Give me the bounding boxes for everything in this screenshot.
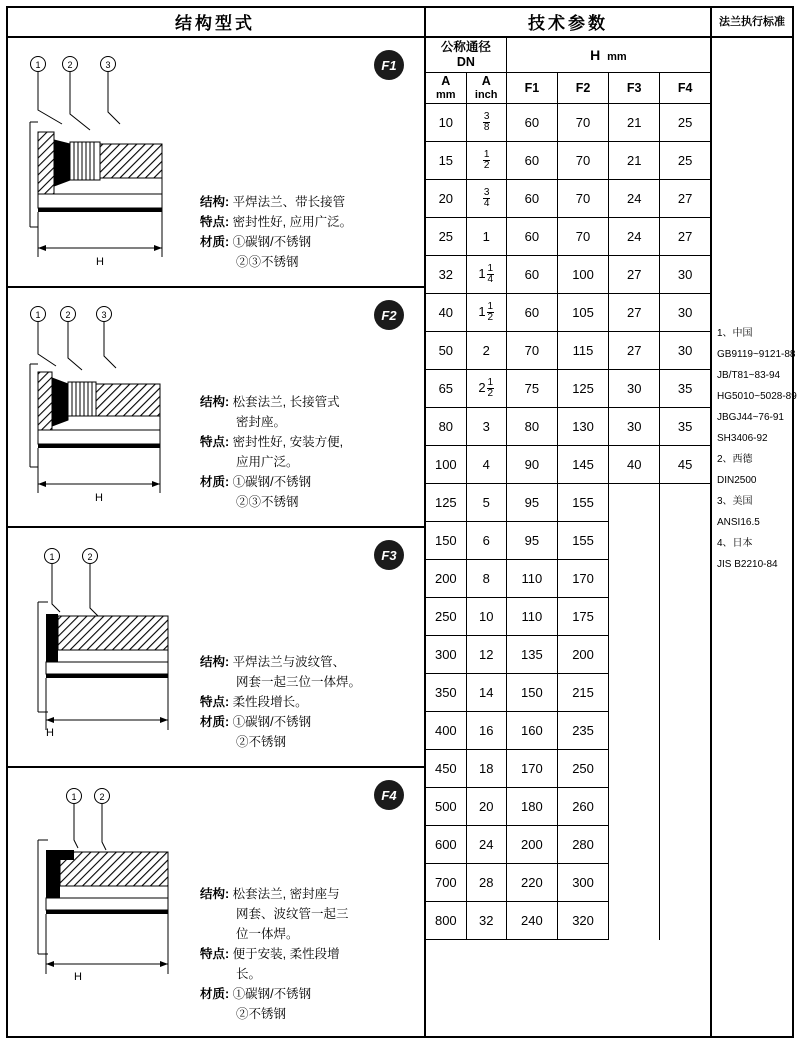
cell-f3 (609, 560, 660, 598)
cell-f3 (609, 522, 660, 560)
table-row (426, 712, 710, 750)
cell-f3 (609, 864, 660, 902)
spec-line: 特点: 密封性好, 安装方便, (200, 435, 344, 449)
svg-text:2: 2 (99, 792, 105, 802)
spec-line: ②③不锈钢 (236, 255, 299, 269)
cell-f4 (660, 864, 710, 902)
cell-f3 (609, 712, 660, 750)
cell-f4 (660, 522, 710, 560)
cell-inch: 8 (466, 560, 506, 598)
spec-line: 结构: 平焊法兰、带长接管 (200, 195, 346, 209)
table-row (426, 484, 710, 522)
cell-f2: 250 (557, 750, 608, 788)
col-header-f4: F4 (660, 73, 710, 104)
cell-f4: 27 (660, 180, 710, 218)
cell-inch: 3 (466, 408, 506, 446)
cell-f1: 110 (506, 560, 557, 598)
cell-f2: 200 (557, 636, 608, 674)
spec-f2 (200, 392, 410, 512)
svg-text:2: 2 (65, 310, 71, 320)
cell-f2: 170 (557, 560, 608, 598)
cell-f3: 40 (609, 446, 660, 484)
cell-f3: 24 (609, 180, 660, 218)
spec-line: 结构: 松套法兰, 密封座与 (200, 887, 340, 901)
svg-text:H: H (95, 492, 103, 504)
cell-f2: 70 (557, 142, 608, 180)
cell-f1: 90 (506, 446, 557, 484)
spec-line: 网套、波纹管一起三 (236, 907, 349, 921)
standard-item: JBGJ44~76-91 (717, 412, 784, 423)
cell-f4 (660, 636, 710, 674)
spec-line: 结构: 平焊法兰与波纹管、 (200, 655, 346, 669)
spec-line: 材质: ①碳钢/不锈钢 (200, 715, 312, 729)
spec-line: 网套一起三位一体焊。 (236, 675, 362, 689)
cell-inch: $\frac{1}{2}$ (466, 142, 506, 180)
table-row (426, 864, 710, 902)
cell-f2: 215 (557, 674, 608, 712)
cell-inch: 18 (466, 750, 506, 788)
svg-text:2: 2 (87, 552, 93, 562)
type-badge-f3: F3 (374, 540, 404, 570)
cell-f1: 60 (506, 218, 557, 256)
svg-text:H: H (46, 727, 54, 739)
cell-dn: 10 (426, 104, 466, 142)
table-row (426, 446, 710, 484)
spec-line: 应用广泛。 (236, 455, 299, 469)
parameters-table (426, 38, 710, 940)
cell-f2: 70 (557, 218, 608, 256)
cell-inch: $\frac{3}{4}$ (466, 180, 506, 218)
cell-inch: 4 (466, 446, 506, 484)
table-row (426, 750, 710, 788)
cell-dn: 80 (426, 408, 466, 446)
svg-text:1: 1 (35, 60, 41, 70)
table-row (426, 636, 710, 674)
cell-f1: 70 (506, 332, 557, 370)
table-row (426, 256, 710, 294)
cell-f1: 110 (506, 598, 557, 636)
svg-text:1: 1 (49, 552, 55, 562)
cell-f1: 240 (506, 902, 557, 940)
cell-f1: 80 (506, 408, 557, 446)
table-row (426, 560, 710, 598)
table-row (426, 332, 710, 370)
cell-dn: 65 (426, 370, 466, 408)
cell-f2: 105 (557, 294, 608, 332)
dn-header: 公称通径 DN (426, 38, 506, 73)
cell-dn: 800 (426, 902, 466, 940)
cell-f3 (609, 826, 660, 864)
svg-text:1: 1 (35, 310, 41, 320)
cell-f1: 60 (506, 294, 557, 332)
cell-f4: 35 (660, 408, 710, 446)
cell-f2: 155 (557, 522, 608, 560)
cell-f4: 45 (660, 446, 710, 484)
spec-line: 特点: 便于安装, 柔性段增 (200, 947, 340, 961)
cell-f3: 27 (609, 294, 660, 332)
cell-f1: 160 (506, 712, 557, 750)
cell-f4 (660, 712, 710, 750)
cell-f4 (660, 902, 710, 940)
spec-line: 位一体焊。 (236, 927, 299, 941)
standard-item: GB9119~9121-88 (717, 349, 796, 360)
cell-f1: 60 (506, 180, 557, 218)
cell-f4: 35 (660, 370, 710, 408)
table-row (426, 674, 710, 712)
table-row (426, 180, 710, 218)
table-row (426, 408, 710, 446)
cell-f1: 150 (506, 674, 557, 712)
cell-dn: 50 (426, 332, 466, 370)
cell-f1: 60 (506, 256, 557, 294)
standard-item: 2、西德 (717, 454, 753, 465)
spec-line: 特点: 密封性好, 应用广泛。 (200, 215, 353, 229)
cell-f3: 24 (609, 218, 660, 256)
spec-line: ②③不锈钢 (236, 495, 299, 509)
cell-f2: 175 (557, 598, 608, 636)
standards-column (712, 38, 797, 1036)
cell-f3 (609, 788, 660, 826)
cell-inch: 6 (466, 522, 506, 560)
cell-f2: 235 (557, 712, 608, 750)
cell-f3 (609, 636, 660, 674)
table-row (426, 902, 710, 940)
header-standard: 法兰执行标准 (712, 6, 792, 38)
cell-inch: 1 (466, 218, 506, 256)
cell-f3 (609, 902, 660, 940)
svg-text:3: 3 (101, 310, 107, 320)
cell-f2: 70 (557, 180, 608, 218)
table-body (426, 104, 710, 940)
cell-dn: 150 (426, 522, 466, 560)
cell-f3: 30 (609, 370, 660, 408)
cell-f1: 180 (506, 788, 557, 826)
spec-line: 密封座。 (236, 415, 287, 429)
col-header-a-mm: A mm (426, 73, 466, 104)
table-head-row-1 (426, 38, 710, 73)
cell-inch: 5 (466, 484, 506, 522)
type-badge-f2: F2 (374, 300, 404, 330)
cell-dn: 450 (426, 750, 466, 788)
standard-item: JB/T81~83-94 (717, 370, 781, 381)
standard-item: JIS B2210-84 (717, 559, 778, 570)
spec-line: 材质: ①碳钢/不锈钢 (200, 987, 312, 1001)
cell-dn: 400 (426, 712, 466, 750)
cell-f2: 155 (557, 484, 608, 522)
table-row (426, 522, 710, 560)
cell-f3 (609, 750, 660, 788)
cell-f1: 75 (506, 370, 557, 408)
structure-cell-f2 (6, 288, 424, 528)
cell-inch: 16 (466, 712, 506, 750)
cell-f2: 280 (557, 826, 608, 864)
structure-column (6, 38, 426, 1038)
spec-line: 特点: 柔性段增长。 (200, 695, 308, 709)
standard-item: ANSI16.5 (717, 517, 760, 528)
spec-line: ②不锈钢 (236, 1007, 287, 1021)
cell-f4 (660, 484, 710, 522)
cell-inch: 32 (466, 902, 506, 940)
cell-f4: 30 (660, 256, 710, 294)
standards-list (717, 323, 797, 575)
spec-f1 (200, 192, 410, 272)
cell-f1: 135 (506, 636, 557, 674)
svg-text:2: 2 (67, 60, 73, 70)
table-row (426, 598, 710, 636)
cell-f3: 21 (609, 142, 660, 180)
drawing-f3 (16, 542, 211, 768)
cell-f1: 95 (506, 484, 557, 522)
cell-dn: 200 (426, 560, 466, 598)
col-header-f3: F3 (609, 73, 660, 104)
cell-f1: 200 (506, 826, 557, 864)
table-row (426, 370, 710, 408)
cell-f3: 21 (609, 104, 660, 142)
cell-f2: 115 (557, 332, 608, 370)
cell-f1: 60 (506, 142, 557, 180)
cell-dn: 350 (426, 674, 466, 712)
cell-f3 (609, 484, 660, 522)
drawing-f2 (16, 302, 211, 528)
cell-f2: 70 (557, 104, 608, 142)
cell-f4 (660, 750, 710, 788)
cell-f3: 27 (609, 256, 660, 294)
standard-item: DIN2500 (717, 475, 757, 486)
spec-line: 材质: ①碳钢/不锈钢 (200, 475, 312, 489)
cell-inch: 1 $\frac{1}{2}$ (466, 294, 506, 332)
cell-f2: 130 (557, 408, 608, 446)
cell-f3: 27 (609, 332, 660, 370)
table-row (426, 104, 710, 142)
structure-cell-f3 (6, 528, 424, 768)
header-parameters: 技术参数 (426, 6, 712, 38)
structure-cell-f4 (6, 768, 424, 1038)
parameters-table-wrap (426, 38, 712, 1038)
cell-inch: 1 $\frac{1}{4}$ (466, 256, 506, 294)
cell-dn: 25 (426, 218, 466, 256)
cell-f1: 220 (506, 864, 557, 902)
cell-f1: 95 (506, 522, 557, 560)
spec-f3 (200, 652, 410, 752)
spec-f4 (200, 884, 410, 1024)
drawing-f1 (16, 52, 211, 282)
cell-f1: 170 (506, 750, 557, 788)
cell-dn: 32 (426, 256, 466, 294)
svg-text:3: 3 (105, 60, 111, 70)
table-head-row-2 (426, 73, 710, 104)
table-row (426, 826, 710, 864)
spec-line: 材质: ①碳钢/不锈钢 (200, 235, 312, 249)
cell-f4: 30 (660, 294, 710, 332)
cell-dn: 700 (426, 864, 466, 902)
cell-f2: 100 (557, 256, 608, 294)
cell-f2: 300 (557, 864, 608, 902)
cell-f4 (660, 674, 710, 712)
cell-f3: 30 (609, 408, 660, 446)
cell-f1: 60 (506, 104, 557, 142)
cell-dn: 500 (426, 788, 466, 826)
table-row (426, 218, 710, 256)
cell-f4: 25 (660, 104, 710, 142)
table-row (426, 788, 710, 826)
drawing-f4 (16, 782, 211, 1012)
svg-text:H: H (96, 256, 104, 268)
table-row (426, 294, 710, 332)
cell-inch: 14 (466, 674, 506, 712)
standard-item: SH3406-92 (717, 433, 768, 444)
cell-f3 (609, 598, 660, 636)
cell-inch: 20 (466, 788, 506, 826)
spec-line: 长。 (236, 967, 262, 981)
cell-inch: 2 $\frac{1}{2}$ (466, 370, 506, 408)
cell-inch: 2 (466, 332, 506, 370)
spec-line: ②不锈钢 (236, 735, 287, 749)
cell-f4 (660, 598, 710, 636)
type-badge-f4: F4 (374, 780, 404, 810)
col-header-a-inch: A inch (466, 73, 506, 104)
cell-f2: 125 (557, 370, 608, 408)
cell-dn: 20 (426, 180, 466, 218)
standard-item: 4、日本 (717, 538, 753, 549)
header-structure: 结构型式 (6, 6, 426, 38)
cell-inch: 12 (466, 636, 506, 674)
standard-item: HG5010~5028-89 (717, 391, 797, 402)
svg-text:H: H (74, 971, 82, 983)
cell-f3 (609, 674, 660, 712)
cell-dn: 125 (426, 484, 466, 522)
cell-inch: 28 (466, 864, 506, 902)
standard-item: 3、美国 (717, 496, 753, 507)
cell-inch: 24 (466, 826, 506, 864)
col-header-f1: F1 (506, 73, 557, 104)
cell-f4 (660, 560, 710, 598)
h-header: H mm (506, 38, 710, 73)
cell-f4: 30 (660, 332, 710, 370)
spec-line: 结构: 松套法兰, 长接管式 (200, 395, 340, 409)
cell-f2: 260 (557, 788, 608, 826)
structure-cell-f1 (6, 38, 424, 288)
cell-f4 (660, 788, 710, 826)
cell-inch: $\frac{3}{8}$ (466, 104, 506, 142)
cell-dn: 40 (426, 294, 466, 332)
cell-dn: 100 (426, 446, 466, 484)
cell-dn: 300 (426, 636, 466, 674)
standard-item: 1、中国 (717, 328, 753, 339)
cell-f2: 145 (557, 446, 608, 484)
cell-f2: 320 (557, 902, 608, 940)
type-badge-f1: F1 (374, 50, 404, 80)
cell-dn: 15 (426, 142, 466, 180)
svg-text:1: 1 (71, 792, 77, 802)
cell-dn: 250 (426, 598, 466, 636)
cell-dn: 600 (426, 826, 466, 864)
cell-f4: 27 (660, 218, 710, 256)
cell-inch: 10 (466, 598, 506, 636)
col-header-f2: F2 (557, 73, 608, 104)
table-row (426, 142, 710, 180)
cell-f4: 25 (660, 142, 710, 180)
cell-f4 (660, 826, 710, 864)
